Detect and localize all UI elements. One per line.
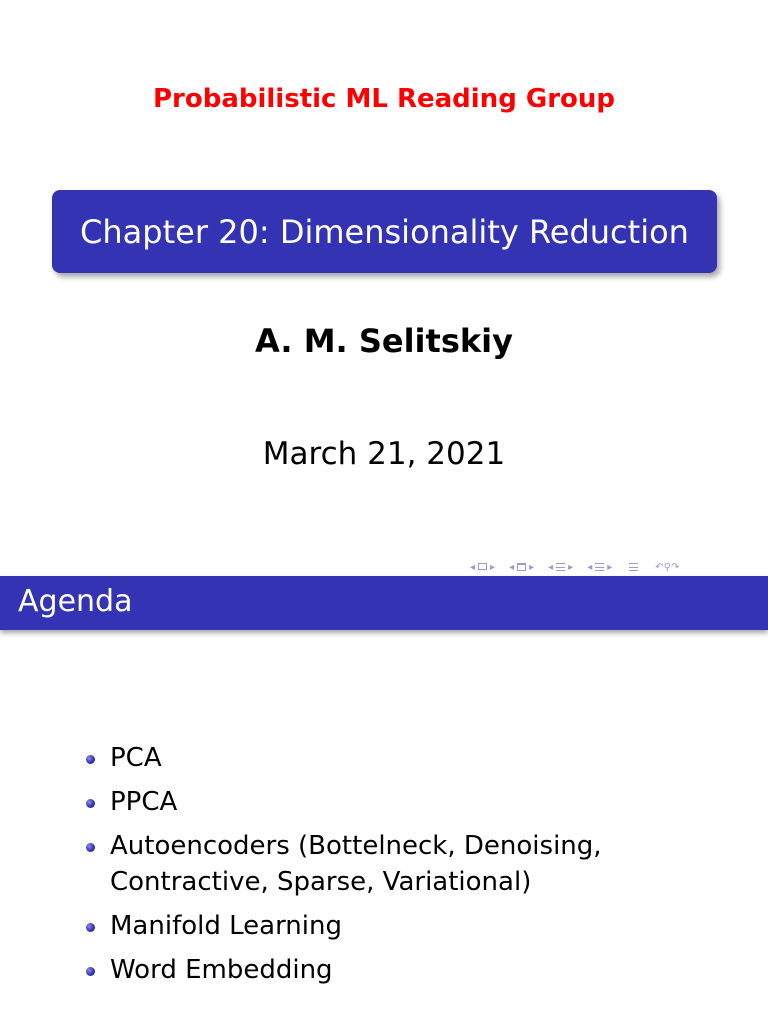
back-icon[interactable]: ↶ (655, 561, 664, 573)
section-nav[interactable] (548, 562, 573, 573)
list-item (86, 908, 706, 944)
prev-arrow-icon[interactable]: ◂ (470, 561, 476, 573)
frame-icon[interactable] (478, 563, 487, 570)
presentation-date: March 21, 2021 (262, 436, 506, 472)
list-item (86, 740, 706, 776)
next-arrow-icon[interactable]: ▸ (490, 561, 496, 573)
forward-icon[interactable]: ↷ (670, 561, 680, 573)
list-item (86, 952, 706, 988)
frame-title-bar (0, 576, 768, 630)
bullet-icon (86, 799, 95, 808)
frame-title: Agenda (18, 584, 133, 619)
slide-nav[interactable] (587, 562, 612, 573)
prev-arrow-icon[interactable]: ◂ (548, 561, 554, 573)
bullet-icon (86, 923, 95, 932)
bullet-icon (86, 967, 95, 976)
frame-nav[interactable] (470, 562, 495, 573)
list-item-text: Word Embedding (110, 955, 333, 985)
reading-group-title: Probabilistic ML Reading Group (152, 84, 616, 114)
subsection-nav[interactable] (509, 562, 534, 573)
list-item (86, 828, 706, 900)
bullet-icon (86, 843, 95, 852)
prev-arrow-icon[interactable]: ◂ (587, 561, 593, 573)
bullet-icon (86, 755, 95, 764)
next-arrow-icon[interactable]: ▸ (607, 561, 613, 573)
subsection-icon[interactable] (517, 563, 526, 571)
list-item-text: Manifold Learning (110, 911, 342, 941)
chapter-title-box (52, 190, 717, 273)
appendix-nav[interactable] (626, 562, 641, 573)
search-nav[interactable] (655, 562, 679, 573)
list-item-text: PPCA (110, 787, 178, 817)
search-icon[interactable]: ⚲ (663, 561, 671, 573)
list-item-text: PCA (110, 743, 162, 773)
list-item-text: Autoencoders (Bottelneck, Denoising, Contractive, Sparse, Variational) (110, 831, 602, 897)
beamer-navigation-symbols (470, 558, 679, 576)
next-arrow-icon[interactable]: ▸ (568, 561, 574, 573)
chapter-title: Chapter 20: Dimensionality Reduction (80, 212, 689, 251)
appendix-icon[interactable] (629, 563, 638, 571)
slide-icon[interactable] (595, 563, 604, 571)
author-name: A. M. Selitskiy (255, 322, 513, 360)
agenda-slide (0, 576, 768, 1024)
section-icon[interactable] (556, 563, 565, 571)
prev-arrow-icon[interactable]: ◂ (509, 561, 515, 573)
list-item (86, 784, 706, 820)
next-arrow-icon[interactable]: ▸ (529, 561, 535, 573)
agenda-list (86, 740, 706, 996)
